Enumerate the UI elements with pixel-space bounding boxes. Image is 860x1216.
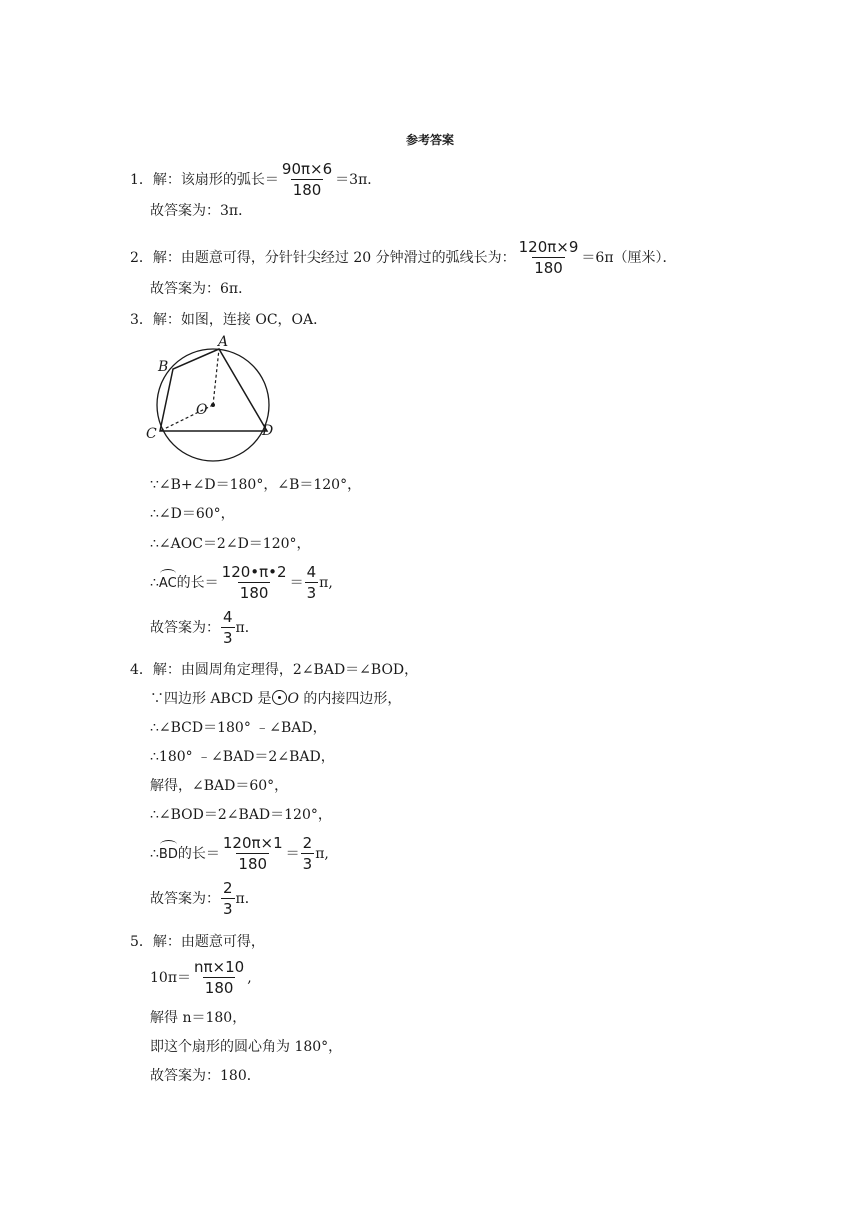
label-b: B (158, 359, 169, 375)
q3-answer-pi: π． (235, 619, 259, 636)
q5-fraction (192, 958, 246, 997)
q1-answer: 故答案为：3π． (150, 203, 253, 219)
q5-numerator: nπ×10 (194, 958, 245, 976)
q3-arc-fraction (220, 563, 289, 602)
quadrilateral-abcd (160, 349, 267, 431)
center-point (211, 403, 215, 407)
q1-solution (130, 160, 381, 199)
label-d: D (262, 423, 274, 439)
q3-line2: ∴∠D＝60°， (150, 506, 235, 522)
q4-line1-prefix: ∵四边形 ABCD 是 (150, 691, 272, 707)
q5-line2: 即这个扇形的圆心角为 180°， (150, 1039, 343, 1055)
q3-answer-fraction (221, 608, 235, 647)
q3-length-text: 的长＝ (176, 574, 219, 591)
q3-arc-numerator: 120•π•2 (221, 563, 287, 581)
q4-answer-pi: π． (235, 890, 259, 907)
q4-therefore: ∴ (150, 845, 159, 862)
q5-label: 5．解：由题意可得， (130, 934, 265, 950)
q4-label: 4．解：由圆周角定理得，2∠BAD＝∠BOD， (130, 662, 419, 678)
label-o: O (196, 402, 208, 418)
q3-answer-numerator: 4 (223, 608, 233, 626)
q4-result-denominator: 3 (302, 855, 313, 873)
q3-line1: ∵∠B+∠D＝180°，∠B＝120°， (150, 477, 362, 493)
q4-answer-denominator: 3 (223, 900, 233, 918)
q4-answer-fraction (221, 879, 235, 918)
q1-denominator: 180 (292, 181, 322, 199)
q3-answer-denominator: 3 (223, 629, 233, 647)
q2-result: ＝6π（厘米）． (581, 249, 677, 266)
q1-result: ＝3π． (335, 171, 382, 188)
q3-result-denominator: 3 (306, 584, 317, 602)
q1-label: 1．解：该扇形的弧长＝ (130, 171, 279, 188)
q4-line3: ∴180° ﹣∠BAD＝2∠BAD， (150, 749, 335, 765)
q4-result-fraction (301, 834, 315, 873)
q4-answer (150, 879, 259, 918)
q2-denominator: 180 (534, 259, 563, 277)
q4-result-numerator: 2 (302, 834, 313, 852)
q4-circle-o: O (287, 691, 299, 707)
q3-result-fraction (305, 563, 319, 602)
label-c: C (146, 426, 157, 442)
q4-line4: 解得，∠BAD＝60°， (150, 778, 289, 794)
q3-equals: ＝ (289, 574, 304, 591)
q5-equation (150, 958, 252, 997)
q4-line6 (150, 834, 329, 873)
q5-denominator: 180 (204, 979, 234, 997)
page-title: 参考答案 (405, 133, 454, 147)
label-a: A (218, 334, 229, 350)
arc-bd: BD (159, 845, 178, 865)
q3-answer (150, 608, 259, 647)
q3-label: 3．解：如图，连接 OC，OA． (130, 312, 328, 328)
q5-eq-prefix: 10π＝ (150, 969, 192, 986)
circle-quadrilateral-figure (140, 334, 290, 464)
q4-answer-numerator: 2 (223, 879, 233, 897)
q3-line3: ∴∠AOC＝2∠D＝120°， (150, 536, 311, 552)
circle-dot-icon (272, 690, 287, 705)
q2-fraction (517, 238, 581, 277)
q3-line4 (150, 563, 333, 602)
q1-fraction (280, 160, 334, 199)
q4-line1-tail: 的内接四边形， (298, 691, 402, 707)
q2-answer: 故答案为：6π． (150, 281, 253, 297)
q3-arc-denominator: 180 (239, 584, 269, 602)
q3-result-numerator: 4 (306, 563, 317, 581)
q3-pi: π, (319, 574, 333, 591)
q1-numerator: 90π×6 (281, 160, 333, 178)
q4-line2: ∴∠BCD＝180° ﹣∠BAD， (150, 720, 327, 736)
q2-solution (130, 238, 677, 277)
q4-line5: ∴∠BOD＝2∠BAD＝120°， (150, 807, 332, 823)
q3-answer-label: 故答案为： (150, 619, 220, 636)
q4-answer-label: 故答案为： (150, 890, 220, 907)
q4-line1 (150, 689, 401, 709)
q4-length-text: 的长＝ (177, 845, 220, 862)
q4-arc-fraction (221, 834, 285, 873)
q4-arc-numerator: 120π×1 (222, 834, 283, 852)
q2-numerator: 120π×9 (518, 238, 579, 256)
q5-eq-tail: , (247, 969, 252, 986)
q3-therefore: ∴ (150, 574, 159, 591)
q5-line1: 解得 n＝180， (150, 1010, 247, 1026)
q2-label: 2．解：由题意可得，分针针尖经过 20 分钟滑过的弧线长为： (130, 249, 516, 266)
segment-oa (213, 349, 219, 405)
q4-arc-denominator: 180 (238, 855, 268, 873)
arc-ac: AC (159, 574, 177, 594)
q4-pi: π, (315, 845, 329, 862)
q5-answer: 故答案为：180． (150, 1068, 261, 1084)
q4-equals: ＝ (285, 845, 300, 862)
